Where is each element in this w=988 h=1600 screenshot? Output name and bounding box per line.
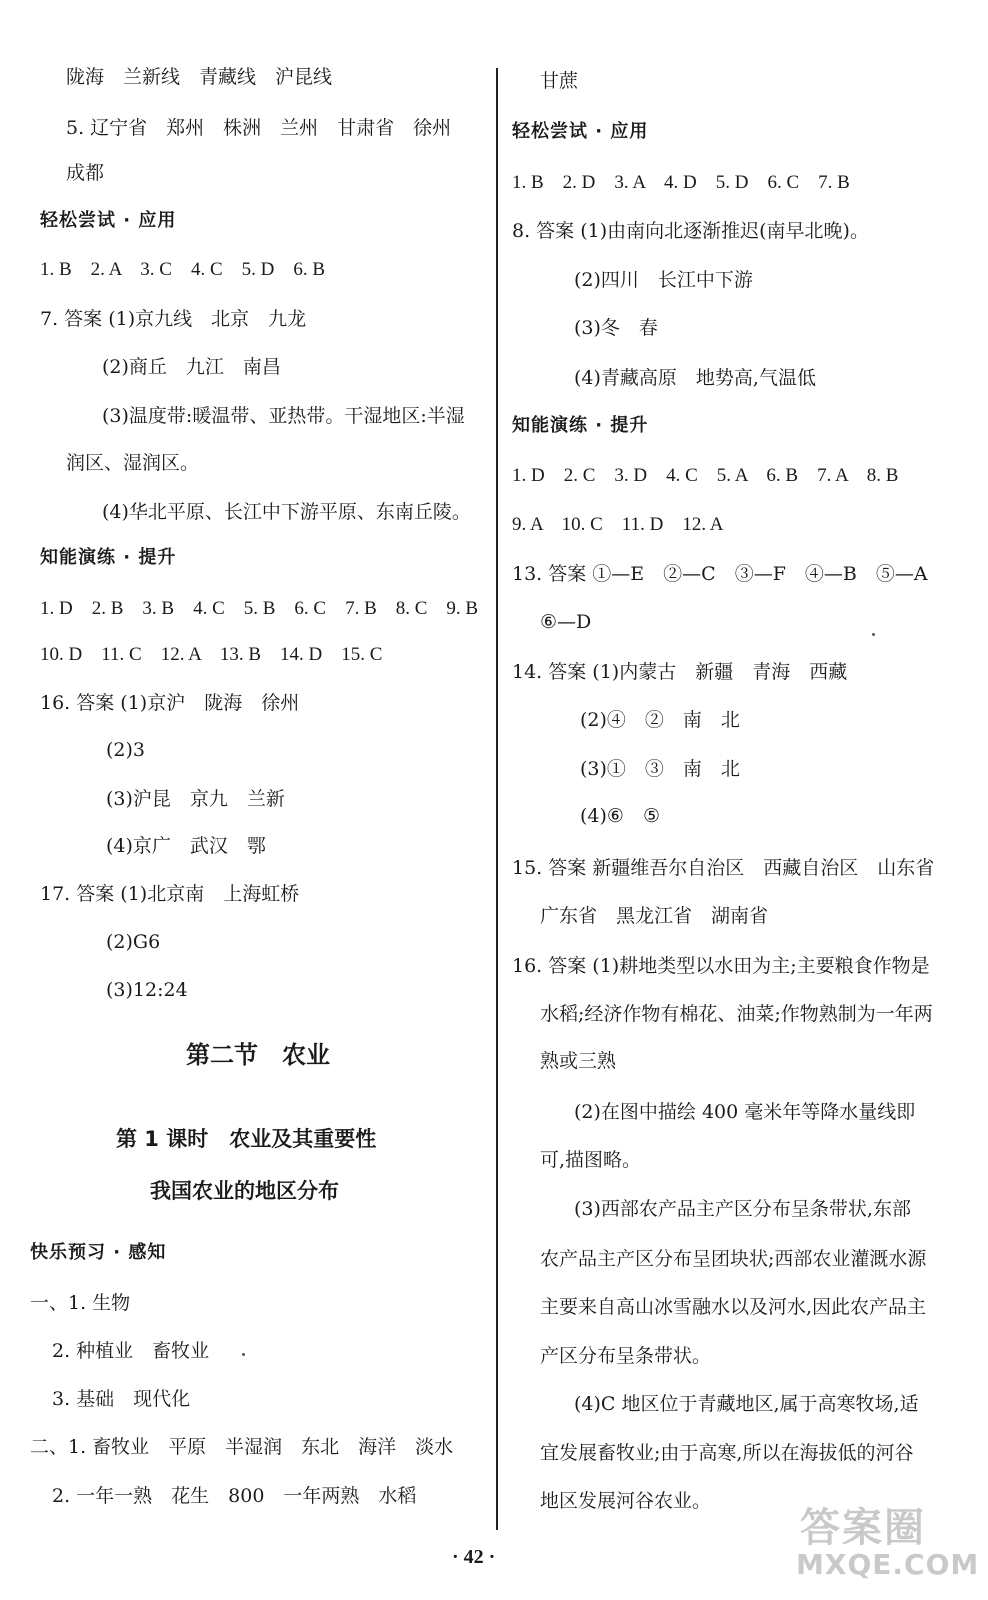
- answer-line: 15. 答案 新疆维吾尔自治区 西藏自治区 山东省: [512, 857, 935, 879]
- page-number: · 42 ·: [452, 1546, 496, 1568]
- answer-line: 宜发展畜牧业;由于高寒,所以在海拔低的河谷: [540, 1442, 914, 1464]
- answer-line: 可,描图略。: [540, 1149, 642, 1171]
- section-heading: 知能演练 · 提升: [512, 415, 649, 436]
- section-heading: 知能演练 · 提升: [40, 547, 177, 568]
- answer-line: 主要来自高山冰雪融水以及河水,因此农产品主: [540, 1296, 927, 1318]
- answer-line: 14. 答案 (1)内蒙古 新疆 青海 西藏: [512, 661, 848, 683]
- answer-line: 广东省 黑龙江省 湖南省: [540, 905, 769, 927]
- section-title: 第二节 农业: [186, 1041, 330, 1069]
- answer-line: 成都: [66, 162, 105, 184]
- answer-line: 16. 答案 (1)耕地类型以水田为主;主要粮食作物是: [512, 955, 930, 977]
- answer-line: 陇海 兰新线 青藏线 沪昆线: [66, 66, 333, 88]
- answer-line: (2)④ ② 南 北: [580, 709, 740, 731]
- answer-line: (2)商丘 九江 南昌: [102, 356, 281, 378]
- answer-line: ⑥—D: [540, 611, 592, 633]
- lesson-title: 第 1 课时 农业及其重要性: [116, 1127, 377, 1151]
- answer-line: 8. 答案 (1)由南向北逐渐推迟(南早北晚)。: [512, 220, 869, 242]
- answer-line: (3)沪昆 京九 兰新: [106, 788, 285, 810]
- answer-line: (3)冬 春: [574, 317, 658, 339]
- stray-mark: [242, 1353, 245, 1356]
- answer-line: (4)⑥ ⑤: [580, 805, 660, 827]
- answer-line: 润区、湿润区。: [66, 452, 200, 474]
- answer-line: 1. D 2. B 3. B 4. C 5. B 6. C 7. B 8. C 9. B: [40, 598, 479, 619]
- answer-line: 产区分布呈条带状。: [540, 1345, 712, 1367]
- answer-line: 农产品主产区分布呈团块状;西部农业灌溉水源: [540, 1248, 927, 1270]
- answer-line: (4)华北平原、长江中下游平原、东南丘陵。: [102, 501, 471, 523]
- answer-line: 9. A 10. C 11. D 12. A: [512, 514, 724, 535]
- answer-line: (2)在图中描绘 400 毫米年等降水量线即: [574, 1101, 916, 1123]
- answer-line: 10. D 11. C 12. A 13. B 14. D 15. C: [40, 644, 383, 665]
- watermark-text: 答案圈: [800, 1505, 926, 1551]
- answer-line: 一、1. 生物: [30, 1292, 131, 1314]
- answer-line: 1. D 2. C 3. D 4. C 5. A 6. B 7. A 8. B: [512, 465, 899, 486]
- answer-line: 1. B 2. A 3. C 4. C 5. D 6. B: [40, 259, 326, 280]
- section-heading: 快乐预习 · 感知: [30, 1242, 167, 1263]
- answer-line: 2. 一年一熟 花生 800 一年两熟 水稻: [52, 1485, 417, 1507]
- answer-line: 17. 答案 (1)北京南 上海虹桥: [40, 883, 300, 905]
- watermark-logo: [786, 1496, 980, 1596]
- answer-line: (3)① ③ 南 北: [580, 758, 740, 780]
- answer-line: (4)C 地区位于青藏地区,属于高寒牧场,适: [574, 1393, 919, 1415]
- section-heading: 轻松尝试 · 应用: [40, 210, 177, 231]
- answer-line: 13. 答案 ①—E ②—C ③—F ④—B ⑤—A: [512, 563, 928, 585]
- answer-line: 二、1. 畜牧业 平原 半湿润 东北 海洋 淡水: [30, 1436, 454, 1458]
- answer-line: (3)温度带:暖温带、亚热带。干湿地区:半湿: [102, 405, 465, 427]
- answer-line: 地区发展河谷农业。: [540, 1490, 712, 1512]
- answer-line: 甘蔗: [540, 70, 579, 92]
- answer-line: 2. 种植业 畜牧业: [52, 1340, 210, 1362]
- answer-line: 3. 基础 现代化: [52, 1388, 191, 1410]
- answer-line: (2)四川 长江中下游: [574, 269, 753, 291]
- answer-line: (2)G6: [106, 931, 161, 953]
- answer-line: 16. 答案 (1)京沪 陇海 徐州: [40, 692, 300, 714]
- stray-mark: [872, 633, 875, 636]
- watermark-url: MXQE.COM: [796, 1548, 980, 1581]
- lesson-subtitle: 我国农业的地区分布: [150, 1179, 339, 1203]
- answer-line: (4)青藏高原 地势高,气温低: [574, 367, 816, 389]
- column-divider: [496, 68, 498, 1530]
- answer-line: (4)京广 武汉 鄂: [106, 835, 266, 857]
- answer-line: 熟或三熟: [540, 1050, 617, 1072]
- section-heading: 轻松尝试 · 应用: [512, 121, 649, 142]
- answer-line: 7. 答案 (1)京九线 北京 九龙: [40, 308, 307, 330]
- answer-line: 1. B 2. D 3. A 4. D 5. D 6. C 7. B: [512, 172, 850, 193]
- answer-line: (3)12:24: [106, 979, 188, 1001]
- answer-line: 水稻;经济作物有棉花、油菜;作物熟制为一年两: [540, 1003, 933, 1025]
- answer-line: (2)3: [106, 739, 146, 761]
- answer-line: (3)西部农产品主产区分布呈条带状,东部: [574, 1198, 911, 1220]
- answer-line: 5. 辽宁省 郑州 株洲 兰州 甘肃省 徐州: [66, 117, 452, 139]
